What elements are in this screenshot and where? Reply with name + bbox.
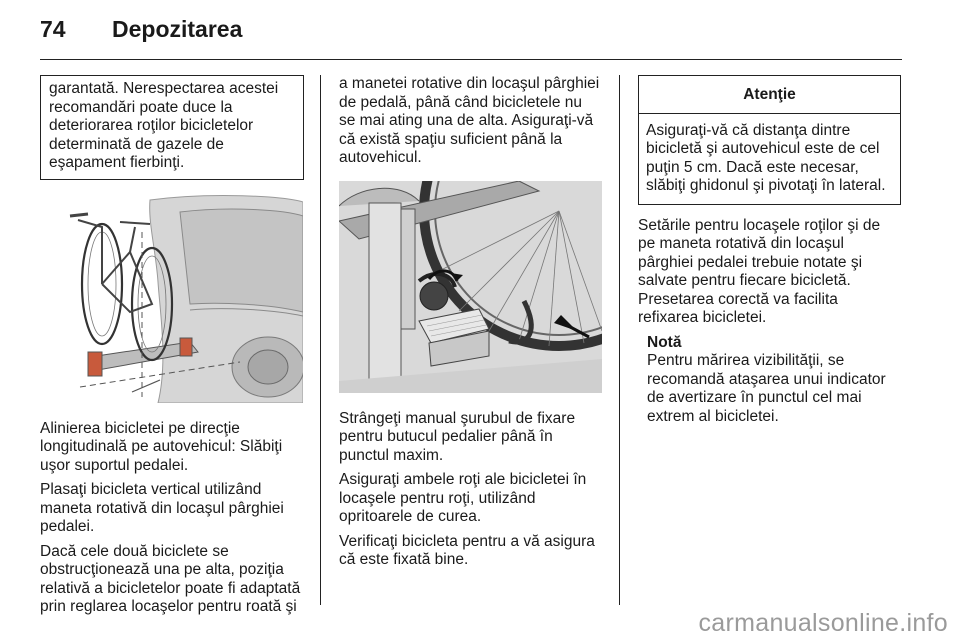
paragraph: Plasaţi bicicleta vertical utilizând maneta rotativă din locaşul pârghiei pedalei.: [40, 481, 284, 535]
note-title: Notă: [647, 333, 682, 351]
column-divider-2: [619, 75, 620, 605]
paragraph: Alinierea bicicletei pe direcţie longitudinală pe autovehicul: Slăbiţi uşor suportul pedalei.: [40, 419, 283, 474]
note-text: Pentru mărirea vizibilităţii, se recomandă ataşarea unui indicator de avertizare în punctul cel mai extrem al bicicletei.: [647, 352, 886, 425]
warning-title: Atenţie: [639, 76, 900, 114]
warning-box: [638, 75, 901, 205]
watermark: carmanualsonline.info: [698, 609, 948, 637]
paragraph: Dacă cele două biciclete se obstrucţionează una pe alta, poziţia relativă a bicicletelor poate fi adaptată prin reglarea locaşelor pentru roată şi: [40, 542, 301, 615]
continued-warning-box: [40, 75, 304, 180]
page-header: [40, 16, 920, 50]
column-2: [339, 75, 602, 576]
warning-text: Asiguraţi-vă că distanţa dintre bicicletă şi autovehicul este de cel puţin 5 cm. Dacă este necesar, slăbiţi ghidonul şi pivotaţi în lateral.: [646, 121, 886, 194]
paragraph: Setările pentru locaşele roţilor şi de pe maneta rotativă din locaşul pârghiei pedalei trebuie notate şi salvate pentru fiecare bicicletă. Presetarea corectă va facilita refixarea bicicletei.: [638, 216, 881, 326]
pedal-holder-illustration: [339, 181, 602, 393]
header-rule: [40, 59, 902, 60]
page-number: 74: [40, 16, 66, 42]
paragraph: a manetei rotative din locaşul pârghiei de pedală, până când bicicletele nu se mai ating una de alta. Asiguraţi-vă că există spaţiu suficient până la autovehicul.: [339, 75, 600, 166]
continued-warning-text: garantată. Nerespectarea acestei recomandări poate duce la deteriorarea roţilor bicicletelor determinată de gazele de eşapament fierbinţi.: [49, 80, 279, 171]
column-divider-1: [320, 75, 321, 605]
note-block: [638, 334, 901, 427]
column-3: [638, 75, 901, 426]
paragraph: Strângeţi manual şurubul de fixare pentru butucul pedalier până în punctul maxim.: [339, 409, 576, 464]
page-title: Depozitarea: [112, 16, 243, 42]
paragraph: Asiguraţi ambele roţi ale bicicletei în locaşele pentru roţi, utilizând opritoarele de curea.: [339, 471, 587, 525]
paragraph: Verificaţi bicicleta pentru a vă asigura că este fixată bine.: [339, 532, 595, 568]
bike-rack-car-illustration: [40, 192, 303, 403]
column-1: [40, 75, 303, 623]
